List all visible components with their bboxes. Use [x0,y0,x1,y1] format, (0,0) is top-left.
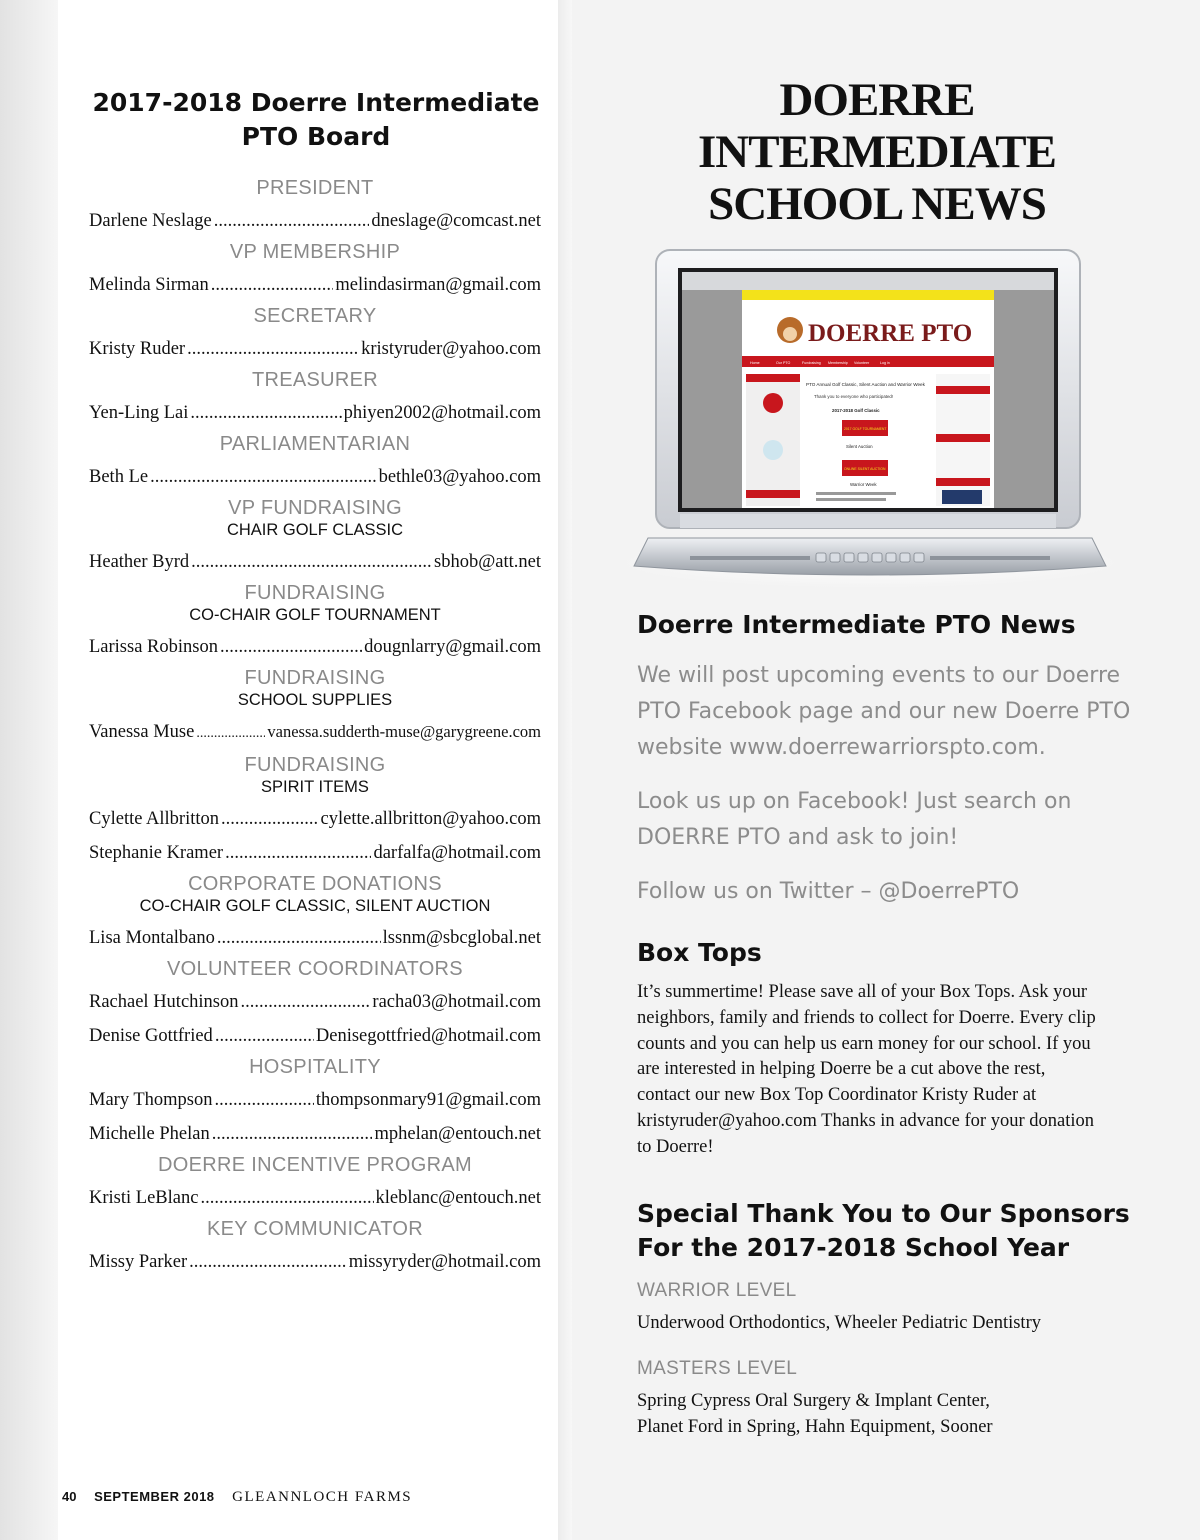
member-email: phiyen2002@hotmail.com [343,403,541,423]
box-tops-section [637,936,1099,1161]
media-button-icon [816,553,826,562]
box-tops-heading: Box Tops [637,938,762,967]
sponsors-heading-line2: For the 2017-2018 School Year [637,1233,1070,1262]
sponsors-heading-line1: Special Thank You to Our Sponsors [637,1199,1130,1228]
board-role-title: VP MEMBERSHIP [229,241,401,263]
member-name: Vanessa Muse [89,722,195,742]
media-button-icon [900,553,910,562]
board-roster [89,168,541,1277]
member-email: vanessa.sudderth-muse@garygreene.com [267,722,541,741]
sponsor-level-warrior: WARRIOR LEVEL [637,1280,797,1301]
board-member-row [89,927,541,949]
member-email: dneslage@comcast.net [371,211,541,231]
page-footer [62,1489,412,1506]
news-title-line2: INTERMEDIATE [698,126,1056,178]
board-member-row [89,466,541,488]
board-member-row [89,402,541,424]
media-button-icon [844,553,854,562]
news-title-line1: DOERRE [779,74,975,126]
laptop-hinge [680,514,1056,528]
site-logo: DOERRE PTO [808,320,973,347]
media-button-icon [830,553,840,562]
laptop-website-image [620,238,1120,588]
board-role-title: HOSPITALITY [249,1056,381,1078]
member-name: Larissa Robinson [89,637,218,657]
board-member-row [89,1123,541,1145]
dot-leader [214,210,370,232]
member-email: kristyruder@yahoo.com [361,339,541,359]
member-name: Missy Parker [89,1252,188,1272]
site-nav-item: Fundraising [802,361,821,365]
board-role-title: SECRETARY [253,305,377,327]
member-name: Melinda Sirman [89,275,209,295]
board-role-subtitle: CO-CHAIR GOLF CLASSIC, SILENT AUCTION [139,897,491,915]
board-role-title: PARLIAMENTARIAN [219,433,411,455]
board-role-title: TREASURER [251,369,379,391]
member-name: Rachael Hutchinson [89,992,239,1012]
board-member-row [89,636,541,658]
site-nav-item: Membership [828,361,848,365]
dot-leader [241,991,371,1013]
issue-date: SEPTEMBER 2018 [94,1489,215,1504]
member-name: Heather Byrd [89,552,190,572]
member-name: Michelle Phelan [89,1124,210,1144]
board-member-row [89,991,541,1013]
member-email: lssnm@sbcglobal.net [382,928,541,948]
board-role-subtitle: CHAIR GOLF CLASSIC [226,521,404,539]
board-role-title: PRESIDENT [256,177,374,199]
board-role-title: KEY COMMUNICATOR [207,1218,423,1240]
dot-leader [150,466,376,488]
sponsor-level-masters: MASTERS LEVEL [637,1357,798,1379]
board-member-row [89,1251,541,1273]
member-name: Mary Thompson [89,1090,213,1110]
sidebar-badge-icon [763,393,783,413]
site-nav-item: Log in [880,361,890,365]
member-name: Denise Gottfried [89,1026,213,1046]
sponsors-section [637,1197,1137,1440]
dot-leader [221,808,319,830]
member-email: thompsonmary91@gmail.com [315,1090,541,1110]
board-member-row [89,721,541,745]
dot-leader [190,402,341,424]
dot-leader [191,551,432,573]
dot-leader [220,636,362,658]
media-button-icon [872,553,882,562]
site-yellow-bar [742,290,994,300]
page-number: 40 [62,1489,77,1504]
member-email: bethle03@yahoo.com [378,467,541,487]
site-auction-heading: Silent Auction [846,444,873,449]
board-member-row [89,808,541,830]
member-name: Yen-Ling Lai [89,403,189,423]
column-gutter [558,0,572,1540]
dot-leader [215,1089,314,1111]
member-email: cylette.allbritton@yahoo.com [320,809,541,829]
pto-news-section [637,608,1137,910]
sponsor-names-warrior: Underwood Orthodontics, Wheeler Pediatric Dentistry [637,1313,1041,1333]
sponsor-names-masters: Spring Cypress Oral Surgery & Implant Center, Planet Ford in Spring, Hahn Equipment, Sooner [637,1390,993,1437]
board-member-row [89,274,541,296]
board-member-row [89,210,541,232]
site-headline: PTO Annual Golf Classic, Silent Auction and Warrior Week [806,382,925,387]
dot-leader [217,927,381,949]
member-email: Denisegottfried@hotmail.com [315,1026,541,1046]
board-role-subtitle: CO-CHAIR GOLF TOURNAMENT [189,606,441,624]
board-title [58,86,574,154]
school-news-title [672,74,1082,230]
site-nav-item: Our PTO [776,361,791,365]
board-role-title: VOLUNTEER COORDINATORS [167,958,463,980]
board-member-row [89,842,541,864]
member-name: Kristy Ruder [89,339,186,359]
board-role-title: FUNDRAISING [244,667,386,689]
page-edge-shadow [0,0,58,1540]
svg-text:ONLINE SILENT AUCTION: ONLINE SILENT AUCTION [844,467,886,471]
member-name: Darlene Neslage [89,211,212,231]
member-name: Beth Le [89,467,149,487]
dot-leader [200,1187,373,1209]
board-title-line2: PTO Board [241,122,391,151]
dot-leader [189,1251,347,1273]
site-nav-item: Home [750,361,760,365]
board-role-title: CORPORATE DONATIONS [188,873,442,895]
media-button-icon [858,553,868,562]
box-tops-body: It’s summertime! Please save all of your Box Tops. Ask your neighbors, family and friends to collect for Doerre. Every clip counts and you can help us earn money for our school. If you are interested in helping Doerre be a cut above the rest, contact our new Box Top Coordinator Kristy Ruder at kristyruder@yahoo.com Thanks in advance for your donation to Doerre! [637,982,1096,1157]
pto-news-paragraph-2: Look us up on Facebook! Just search on DOERRE PTO and ask to join! [637,789,1072,850]
site-warrior-heading: Warrior Week [850,482,877,487]
pto-news-heading: Doerre Intermediate PTO News [637,610,1076,639]
dot-leader [211,274,334,296]
board-member-row [89,1187,541,1209]
board-member-row [89,338,541,360]
news-title-line3: SCHOOL NEWS [708,178,1046,230]
browser-chrome [682,272,1054,290]
member-email: melindasirman@gmail.com [335,275,541,295]
site-golf-heading: 2017-2018 Golf Classic [832,408,880,413]
board-role-title: FUNDRAISING [244,582,386,604]
pto-news-paragraph-1: We will post upcoming events to our Doerre PTO Facebook page and our new Doerre PTO website www.doerrewarriorspto.com. [637,663,1131,760]
site-nav-item: Volunteer [854,361,870,365]
media-button-icon [914,553,924,562]
member-name: Cylette Allbritton [89,809,220,829]
board-member-row [89,551,541,573]
member-email: darfalfa@hotmail.com [373,843,541,863]
dot-leader [212,1123,373,1145]
member-email: missyryder@hotmail.com [348,1252,541,1272]
media-button-icon [886,553,896,562]
board-role-subtitle: SPIRIT ITEMS [261,778,369,796]
board-role-title: DOERRE INCENTIVE PROGRAM [158,1154,472,1176]
pto-news-twitter: Follow us on Twitter – @DoerrePTO [637,879,1020,904]
member-email: kleblanc@entouch.net [375,1188,541,1208]
dot-leader [225,842,371,864]
member-name: Kristi LeBlanc [89,1188,199,1208]
member-email: dougnlarry@gmail.com [364,637,541,657]
board-role-subtitle: SCHOOL SUPPLIES [237,691,393,709]
dot-leader [196,723,265,745]
dot-leader [215,1025,314,1047]
member-name: Stephanie Kramer [89,843,224,863]
board-member-row [89,1025,541,1047]
member-email: racha03@hotmail.com [372,992,541,1012]
member-email: sbhob@att.net [434,552,541,572]
board-role-title: FUNDRAISING [244,754,386,776]
member-name: Lisa Montalbano [89,928,215,948]
dot-leader [187,338,359,360]
site-thanks: Thank you to everyone who participated! [814,394,894,399]
board-title-line1: 2017-2018 Doerre Intermediate [92,88,540,117]
board-member-row [89,1089,541,1111]
board-role-title: VP FUNDRAISING [228,497,402,519]
svg-text:2017 GOLF TOURNAMENT: 2017 GOLF TOURNAMENT [844,427,887,431]
member-email: mphelan@entouch.net [374,1124,541,1144]
magazine-name: GLEANNLOCH FARMS [232,1489,413,1505]
